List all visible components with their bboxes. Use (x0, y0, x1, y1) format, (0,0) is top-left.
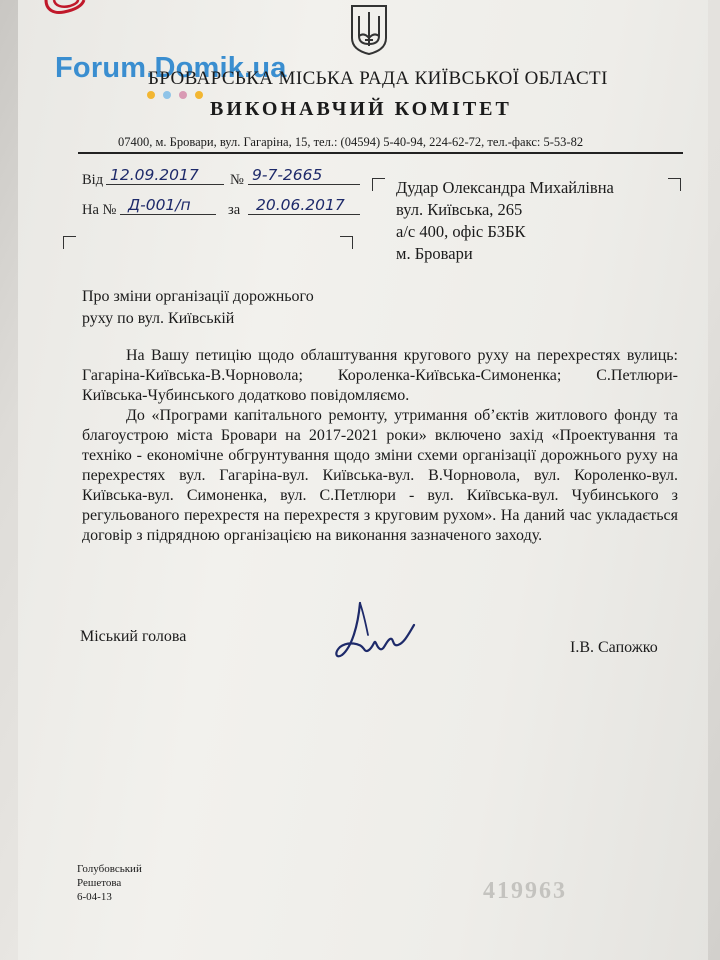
letterhead-address: 07400, м. Бровари, вул. Гагаріна, 15, тел.: (04594) 5-40-94, 224-62-72, тел.-факс: 5-53-82 (118, 135, 584, 149)
subject-corner-tr (340, 236, 353, 249)
executor-line-1: Голубовський (77, 863, 142, 875)
incoming-date-underline (248, 214, 360, 215)
address-corner-tl (372, 178, 385, 191)
trident-emblem-icon (348, 2, 390, 56)
outgoing-number: 9-7-2665 (252, 166, 323, 184)
committee-name: ВИКОНАВЧИЙ КОМІТЕТ (210, 98, 512, 120)
recipient-street: вул. Київська, 265 (396, 200, 523, 219)
executor-line-2: Решетова (77, 877, 122, 889)
number-label: № (230, 172, 244, 188)
letter-body (82, 346, 678, 546)
subject-corner-tl (63, 236, 76, 249)
on-number-label: На № (82, 202, 117, 218)
outgoing-date: 12.09.2017 (110, 166, 199, 184)
body-paragraph-1: На Вашу петицію щодо облаштування кругового руху на перехрестях вулиць: Гагаріна-Київська-В.Чорновола; Короленка-Київська-Симоненка; С.Петлюри-Київська-Чубинського додатково повідомляємо. (82, 347, 678, 404)
incoming-number-underline (120, 214, 216, 215)
recipient-city: м. Бровари (396, 244, 473, 263)
registration-stamp: 419963 (483, 878, 567, 904)
council-name: БРОВАРСЬКА МІСЬКА РАДА КИЇВСЬКОЇ ОБЛАСТІ (148, 68, 608, 89)
handwritten-signature (330, 595, 420, 665)
incoming-date: 20.06.2017 (256, 196, 345, 214)
letterhead-rule (78, 152, 683, 154)
subject-line-1: Про зміни організації дорожнього (82, 288, 314, 305)
forum-watermark: Forum.Domik.ua (55, 52, 287, 84)
executor-block (77, 862, 142, 904)
address-corner-tr (668, 178, 681, 191)
number-underline (248, 184, 360, 185)
signatory-name: І.В. Сапожко (570, 639, 658, 656)
dated-label: за (228, 202, 241, 218)
from-label: Від (82, 172, 104, 188)
paperclip-icon (40, 0, 90, 18)
executor-phone: 6-04-13 (77, 891, 112, 903)
date-underline (106, 184, 224, 185)
recipient-name: Дудар Олександра Михайлівна (396, 178, 614, 197)
signatory-title: Міський голова (80, 628, 187, 645)
body-paragraph-2: До «Програми капітального ремонту, утримання об’єктів житлового фонду та благоустрою міста Бровари на 2017-2021 роки» включено захід «Проектування та техніко - економічне обгрунтування щодо зміни схеми організації дорожнього руху на перехрестях вул. Гагаріна-вул. Київська-вул. В.Чорновола, вул. Короленко-вул. Київська-вул. Симоненка, вул. С.Петлюри - вул. Київська-вул. Чубинського з регульованого перехрестя на перехрестя з круговим рухом». На даний час укладається договір з підрядною організацією на виконання зазначеного заходу. (82, 407, 678, 544)
subject-block (82, 286, 314, 330)
recipient-block (396, 177, 614, 265)
recipient-box: а/с 400, офіс БЗБК (396, 222, 526, 241)
incoming-number: Д-001/п (128, 196, 191, 214)
subject-line-2: руху по вул. Київській (82, 310, 235, 327)
watermark-dots (145, 88, 205, 102)
